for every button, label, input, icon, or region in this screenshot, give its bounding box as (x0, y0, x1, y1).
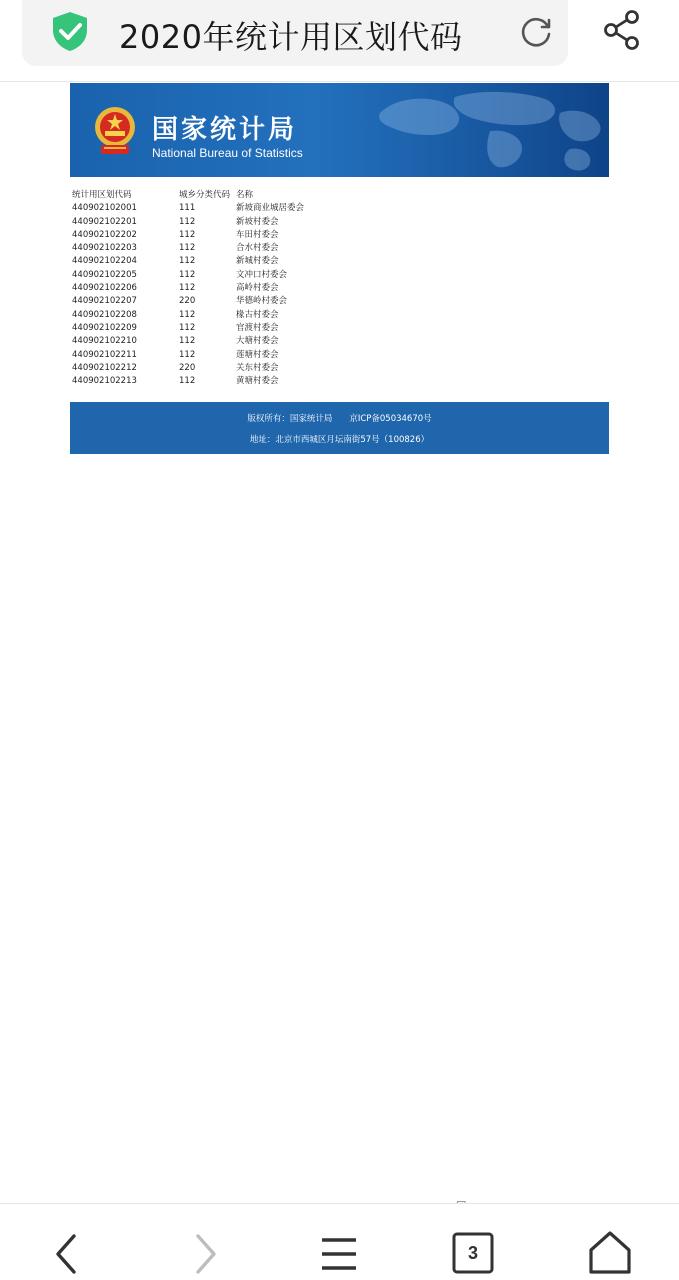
row-urban-rural-code: 112 (179, 322, 196, 333)
row-name[interactable]: 新城村委会 (236, 256, 279, 267)
row-division-code[interactable]: 440902102204 (72, 256, 137, 267)
row-urban-rural-code: 112 (179, 376, 196, 387)
row-division-code[interactable]: 440902102209 (72, 322, 137, 333)
row-division-code[interactable]: 440902102205 (72, 269, 137, 280)
row-name[interactable]: 椽古村委会 (236, 309, 279, 320)
row-division-code[interactable]: 440902102210 (72, 336, 137, 347)
site-banner (70, 83, 609, 177)
menu-icon[interactable] (316, 1228, 364, 1276)
row-urban-rural-code: 112 (179, 349, 196, 360)
row-urban-rural-code: 111 (179, 203, 196, 214)
row-division-code[interactable]: 440902102001 (72, 203, 137, 214)
row-division-code[interactable]: 440902102213 (72, 376, 137, 387)
row-urban-rural-code: 220 (179, 296, 196, 307)
row-name[interactable]: 新坡商业城居委会 (236, 203, 305, 214)
row-name[interactable]: 合水村委会 (236, 243, 279, 254)
address-bar[interactable] (22, 0, 568, 66)
row-division-code[interactable]: 440902102206 (72, 283, 137, 294)
row-name[interactable]: 莲塘村委会 (236, 349, 279, 360)
share-icon[interactable] (601, 8, 645, 52)
forward-icon[interactable] (180, 1228, 228, 1276)
row-name[interactable]: 华德岭村委会 (236, 296, 288, 307)
site-name-chinese: 国家统计局 (152, 115, 298, 145)
row-urban-rural-code: 112 (179, 283, 196, 294)
site-footer (70, 402, 609, 454)
row-urban-rural-code: 112 (179, 256, 196, 267)
page-title[interactable]: 2020年统计用区划代码 (119, 18, 463, 56)
national-emblem-logo (93, 105, 137, 157)
row-urban-rural-code: 112 (179, 229, 196, 240)
row-division-code[interactable]: 440902102202 (72, 229, 137, 240)
row-name[interactable]: 文冲口村委会 (236, 269, 288, 280)
row-name[interactable]: 新坡村委会 (236, 216, 279, 227)
shield-check-icon (50, 10, 90, 52)
header-code: 统计用区划代码 (72, 190, 132, 200)
row-division-code[interactable]: 440902102203 (72, 243, 137, 254)
tab-count: 3 (467, 1243, 478, 1263)
footer-copyright: 版权所有：国家统计局 京ICP备05034670号 (247, 414, 432, 424)
row-division-code[interactable]: 440902102208 (72, 309, 137, 320)
browser-bottom-bar (0, 1203, 679, 1280)
row-urban-rural-code: 220 (179, 362, 196, 373)
row-name[interactable]: 官渡村委会 (236, 322, 279, 333)
row-name[interactable]: 黄塘村委会 (236, 376, 279, 387)
row-urban-rural-code: 112 (179, 309, 196, 320)
row-urban-rural-code: 112 (179, 269, 196, 280)
site-name-english: National Bureau of Statistics (152, 146, 303, 160)
row-name[interactable]: 大塘村委会 (236, 336, 279, 347)
row-urban-rural-code: 112 (179, 216, 196, 227)
row-name[interactable]: 车田村委会 (236, 229, 279, 240)
row-name[interactable]: 关东村委会 (236, 362, 279, 373)
row-division-code[interactable]: 440902102201 (72, 216, 137, 227)
browser-top-bar (0, 0, 679, 82)
row-division-code[interactable]: 440902102212 (72, 362, 137, 373)
row-urban-rural-code: 112 (179, 243, 196, 254)
back-icon[interactable] (44, 1228, 92, 1276)
header-urban-rural-code: 城乡分类代码 (179, 190, 231, 200)
reload-icon[interactable] (518, 13, 554, 49)
tabs-button[interactable] (452, 1232, 500, 1280)
home-icon[interactable] (586, 1228, 634, 1276)
row-division-code[interactable]: 440902102211 (72, 349, 137, 360)
footer-address: 地址：北京市西城区月坛南街57号（100826） (249, 435, 430, 445)
header-name: 名称 (236, 190, 254, 200)
row-urban-rural-code: 112 (179, 336, 196, 347)
row-division-code[interactable]: 440902102207 (72, 296, 137, 307)
world-map-graphic (370, 83, 609, 177)
row-name[interactable]: 高岭村委会 (236, 283, 279, 294)
